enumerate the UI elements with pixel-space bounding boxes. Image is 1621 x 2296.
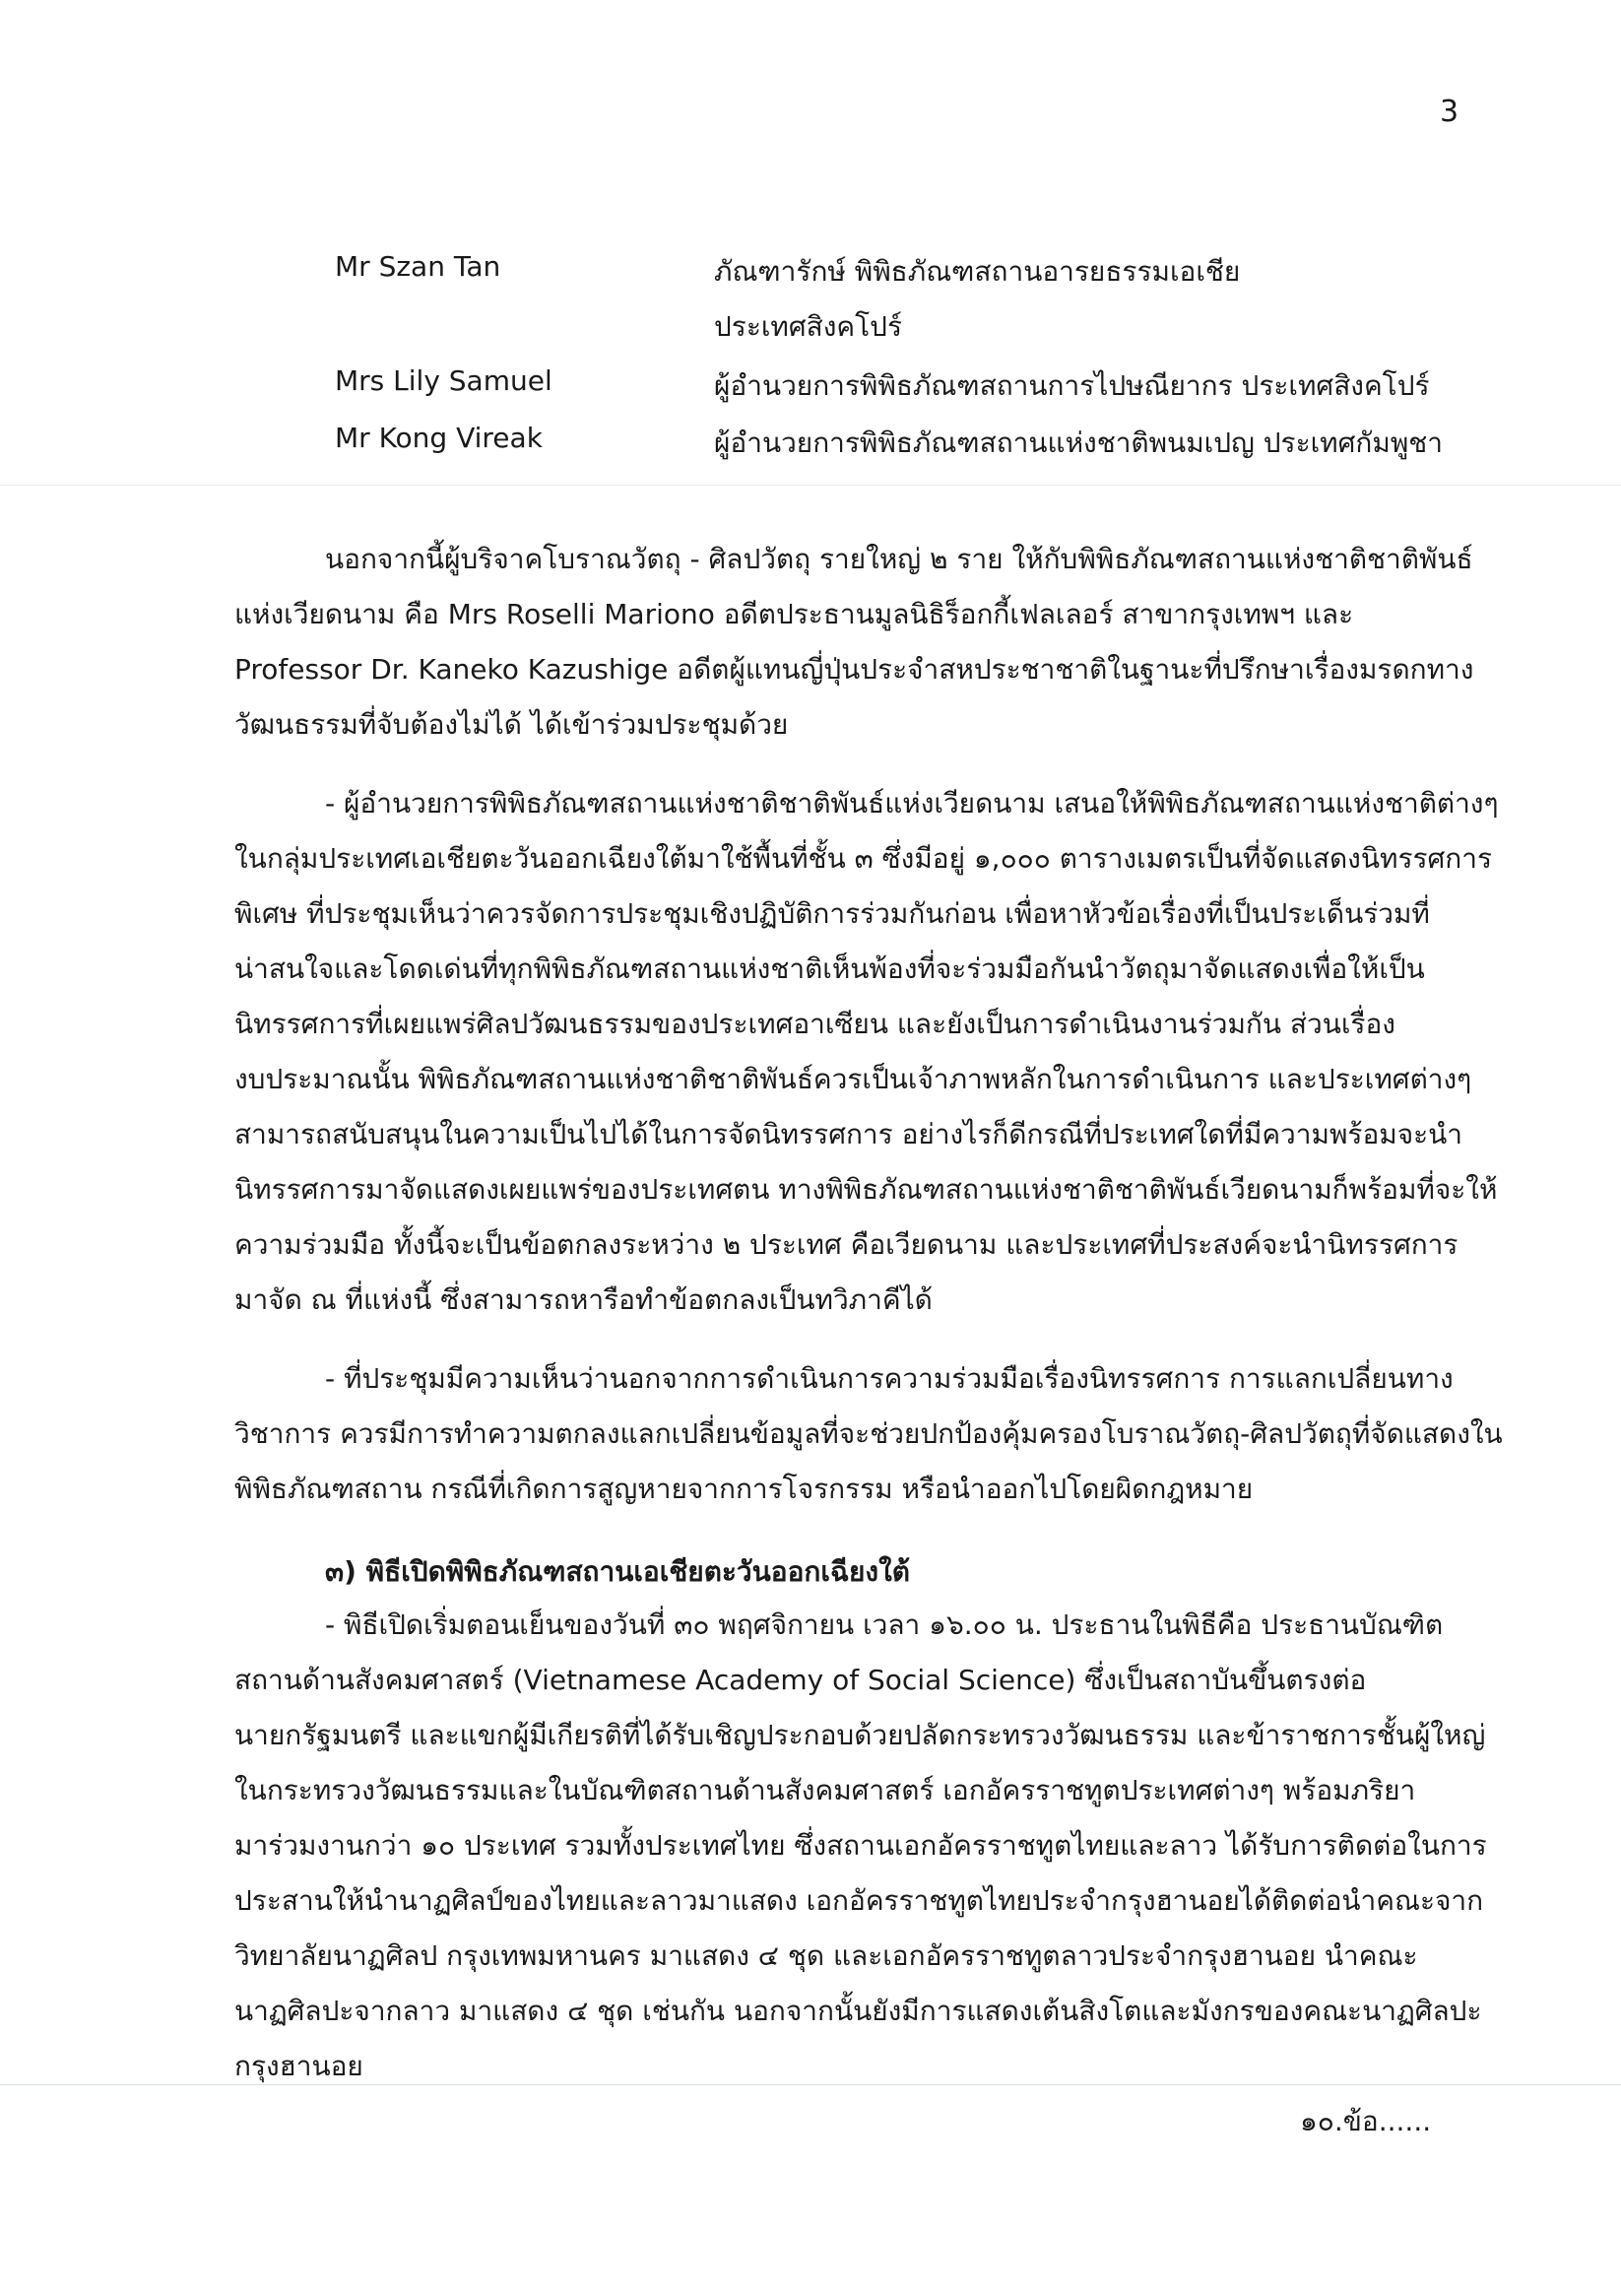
paragraph-line: มาจัด ณ ที่แห่งนี้ ซึ่งสามารถหารือทำข้อตกลงเป็นทวิภาคีได้: [234, 1283, 933, 1316]
paragraph-line: พิพิธภัณฑสถาน กรณีที่เกิดการสูญหายจากการโจรกรรม หรือนำออกไปโดยผิดกฎหมาย: [234, 1473, 1254, 1505]
paragraph-line: พิเศษ ที่ประชุมเห็นว่าควรจัดการประชุมเชิงปฏิบัติการร่วมกันก่อน เพื่อหาหัวข้อเรื่องที่เป็นประเด็นร่วมที่: [234, 897, 1430, 930]
paragraph-line: สถานด้านสังคมศาสตร์ (Vietnamese Academy of Social Science) ซึ่งเป็นสถาบันขึ้นตรงต่อ: [234, 1664, 1367, 1696]
paragraph-line: นิทรรศการที่เผยแพร่ศิลปวัฒนธรรมของประเทศอาเซียน และยังเป็นการดำเนินงานร่วมกัน ส่วนเรื่อง: [234, 1008, 1395, 1040]
paragraph-line: ในกระทรวงวัฒนธรรมและในบัณฑิตสถานด้านสังคมศาสตร์ เอกอัครราชทูตประเทศต่างๆ พร้อมภริยา: [234, 1774, 1416, 1806]
paragraph-line: นาฏศิลปะจากลาว มาแสดง ๔ ชุด เช่นกัน นอกจากนั้นยังมีการแสดงเต้นสิงโตและมังกรของคณะนาฏศิลปะ: [234, 1995, 1482, 2027]
person-name: Mr Szan Tan: [335, 250, 501, 283]
person-role: ภัณฑารักษ์ พิพิธภัณฑสถานอารยธรรมเอเชีย: [714, 255, 1241, 288]
paragraph-line: สามารถสนับสนุนในความเป็นไปได้ในการจัดนิทรรศการ อย่างไรก็ดีกรณีที่ประเทศใดที่มีความพร้อมจะนำ: [234, 1118, 1463, 1150]
paragraph-line: - ที่ประชุมมีความเห็นว่านอกจากการดำเนินการความร่วมมือเรื่องนิทรรศการ การแลกเปลี่ยนทาง: [325, 1362, 1454, 1395]
person-name: Mr Kong Vireak: [335, 422, 543, 454]
person-role: ผู้อำนวยการพิพิธภัณฑสถานการไปษณียากร ประเทศสิงคโปร์: [714, 369, 1430, 402]
paragraph-line: แห่งเวียดนาม คือ Mrs Roselli Mariono อดีตประธานมูลนิธิร็อกกี้เฟลเลอร์ สาขากรุงเทพฯ และ: [234, 598, 1354, 630]
continuation-marker: ๑๐.ข้อ......: [1300, 2105, 1432, 2137]
paragraph-line: กรุงฮานอย: [234, 2050, 363, 2082]
paragraph-line: นอกจากนี้ผู้บริจาคโบราณวัตถุ - ศิลปวัตถุ รายใหญ่ ๒ ราย ให้กับพิพิธภัณฑสถานแห่งชาติชาติพันธ์: [325, 543, 1473, 575]
paragraph-line: น่าสนใจและโดดเด่นที่ทุกพิพิธภัณฑสถานแห่งชาติเห็นพ้องที่จะร่วมมือกันนำวัตถุมาจัดแสดงเพื่อให้เป็น: [234, 952, 1425, 985]
paragraph-line: - ผู้อำนวยการพิพิธภัณฑสถานแห่งชาติชาติพันธ์แห่งเวียดนาม เสนอให้พิพิธภัณฑสถานแห่งชาติต่างๆ: [325, 787, 1499, 820]
paragraph-line: งบประมาณนั้น พิพิธภัณฑสถานแห่งชาติชาติพันธ์ควรเป็นเจ้าภาพหลักในการดำเนินการ และประเทศต่างๆ: [234, 1063, 1472, 1095]
person-name: Mrs Lily Samuel: [335, 364, 552, 397]
paragraph-line: ประสานให้นำนาฏศิลป์ของไทยและลาวมาแสดง เอกอัครราชทูตไทยประจำกรุงฮานอยได้ติดต่อนำคณะจาก: [234, 1884, 1484, 1917]
person-entry: [335, 364, 1458, 414]
section-heading: ๓) พิธีเปิดพิพิธภัณฑสถานเอเชียตะวันออกเฉียงใต้: [325, 1555, 910, 1588]
paragraph-line: นายกรัฐมนตรี และแขกผู้มีเกียรติที่ได้รับเชิญประกอบด้วยปลัดกระทรวงวัฒนธรรม และข้าราชการชั้นผู้ใหญ่: [234, 1719, 1486, 1751]
page-number: 3: [1440, 95, 1459, 129]
paragraph-line: นิทรรศการมาจัดแสดงเผยแพร่ของประเทศตน ทางพิพิธภัณฑสถานแห่งชาติชาติพันธ์เวียดนามก็พร้อมที่จะให้: [234, 1173, 1498, 1206]
paragraph-line: วิชาการ ควรมีการทำความตกลงแลกเปลี่ยนข้อมูลที่จะช่วยปกป้องคุ้มครองโบราณวัตถุ-ศิลปวัตถุที่จัดแสดงใน: [234, 1417, 1503, 1450]
person-entry-continued: [335, 305, 1458, 355]
paragraph-line: Professor Dr. Kaneko Kazushige อดีตผู้แทนญี่ปุ่นประจำสหประชาชาติในฐานะที่ปรึกษาเรื่องมรดกทาง: [234, 653, 1474, 686]
scan-artifact-line: [0, 485, 1621, 486]
person-role: ประเทศสิงคโปร์: [714, 310, 902, 343]
paragraph-line: วิทยาลัยนาฏศิลป กรุงเทพมหานคร มาแสดง ๔ ชุด และเอกอัครราชทูตลาวประจำกรุงฮานอย นำคณะ: [234, 1939, 1418, 1972]
paragraph-line: ความร่วมมือ ทั้งนี้จะเป็นข้อตกลงระหว่าง ๒ ประเทศ คือเวียดนาม และประเทศที่ประสงค์จะนำนิทรรศการ: [234, 1228, 1459, 1261]
paragraph-line: - พิธีเปิดเริ่มตอนเย็นของวันที่ ๓๐ พฤศจิกายน เวลา ๑๖.๐๐ น. ประธานในพิธีคือ ประธานบัณฑิต: [325, 1608, 1444, 1641]
person-entry: [335, 422, 1458, 471]
person-role: ผู้อำนวยการพิพิธภัณฑสถานแห่งชาติพนมเปญ ประเทศกัมพูชา: [714, 426, 1444, 459]
paragraph-line: วัฒนธรรมที่จับต้องไม่ได้ ได้เข้าร่วมประชุมด้วย: [234, 708, 789, 741]
paragraph-line: มาร่วมงานกว่า ๑๐ ประเทศ รวมทั้งประเทศไทย ซึ่งสถานเอกอัครราชทูตไทยและลาว ได้รับการติดต่อในการ: [234, 1829, 1487, 1862]
paragraph-line: ในกลุ่มประเทศเอเชียตะวันออกเฉียงใต้มาใช้พื้นที่ชั้น ๓ ซึ่งมีอยู่ ๑,๐๐๐ ตารางเมตรเป็นที่จัดแสดงนิทรรศการ: [234, 842, 1493, 875]
person-entry: [335, 250, 1458, 299]
